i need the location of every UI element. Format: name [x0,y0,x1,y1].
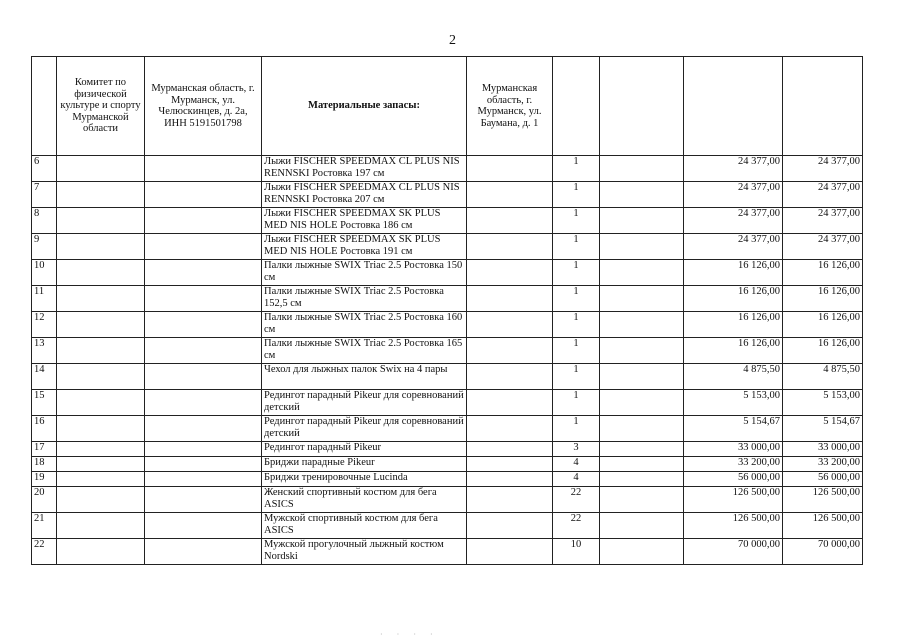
empty-cell [467,182,553,208]
quantity-cell: 1 [553,390,600,416]
empty-cell [145,260,262,286]
row-number-cell: 6 [32,156,57,182]
table-row [32,182,863,208]
empty-cell [600,156,684,182]
empty-cell [57,182,145,208]
empty-cell [145,390,262,416]
empty-cell [600,234,684,260]
total-cell: 56 000,00 [783,472,863,487]
table-header-row [32,57,863,156]
empty-cell [145,286,262,312]
empty-cell [57,234,145,260]
empty-cell [600,338,684,364]
table-body [32,57,863,565]
quantity-cell: 10 [553,539,600,565]
empty-cell [145,416,262,442]
quantity-cell: 1 [553,338,600,364]
header-cell-7 [600,57,684,156]
header-cell-1 [32,57,57,156]
empty-cell [467,442,553,457]
item-name-cell: Лыжи FISCHER SPEEDMAX SK PLUS MED NIS HOLE Ростовка 191 см [262,234,467,260]
empty-cell [467,260,553,286]
header-cell-address: Мурманская область, г. Мурманск, ул. Челюскинцев, д. 2а, ИНН 5191501798 [145,57,262,156]
price-cell: 4 875,50 [684,364,783,390]
quantity-cell: 3 [553,442,600,457]
total-cell: 126 500,00 [783,487,863,513]
price-cell: 70 000,00 [684,539,783,565]
header-cell-committee: Комитет по физической культуре и спорту Мурманской области [57,57,145,156]
empty-cell [145,539,262,565]
empty-cell [145,487,262,513]
empty-cell [467,208,553,234]
empty-cell [145,442,262,457]
empty-cell [57,513,145,539]
empty-cell [467,312,553,338]
empty-cell [600,513,684,539]
empty-cell [145,457,262,472]
empty-cell [57,416,145,442]
table-row [32,416,863,442]
row-number-cell: 12 [32,312,57,338]
empty-cell [467,472,553,487]
row-number-cell: 18 [32,457,57,472]
quantity-cell: 1 [553,312,600,338]
empty-cell [467,457,553,472]
table-row [32,156,863,182]
empty-cell [57,286,145,312]
empty-cell [467,286,553,312]
inventory-table [31,56,863,565]
price-cell: 126 500,00 [684,487,783,513]
item-name-cell: Палки лыжные SWIX Triac 2.5 Ростовка 152,5 см [262,286,467,312]
empty-cell [57,472,145,487]
row-number-cell: 21 [32,513,57,539]
header-cell-6 [553,57,600,156]
item-name-cell: Палки лыжные SWIX Triac 2.5 Ростовка 165 см [262,338,467,364]
empty-cell [600,539,684,565]
row-number-cell: 13 [32,338,57,364]
empty-cell [467,539,553,565]
table-row [32,513,863,539]
empty-cell [57,156,145,182]
table-row [32,338,863,364]
empty-cell [467,234,553,260]
price-cell: 16 126,00 [684,286,783,312]
table-row [32,487,863,513]
quantity-cell: 1 [553,234,600,260]
empty-cell [600,442,684,457]
total-cell: 16 126,00 [783,312,863,338]
empty-cell [467,416,553,442]
price-cell: 33 200,00 [684,457,783,472]
total-cell: 16 126,00 [783,338,863,364]
header-cell-8 [684,57,783,156]
empty-cell [600,416,684,442]
empty-cell [145,234,262,260]
total-cell: 5 154,67 [783,416,863,442]
scan-artifacts: · · · · [380,630,439,639]
total-cell: 33 000,00 [783,442,863,457]
empty-cell [600,487,684,513]
price-cell: 24 377,00 [684,182,783,208]
item-name-cell: Редингот парадный Pikeur для соревнований детский [262,390,467,416]
empty-cell [57,487,145,513]
row-number-cell: 8 [32,208,57,234]
table-row [32,539,863,565]
table-row [32,260,863,286]
row-number-cell: 22 [32,539,57,565]
price-cell: 5 153,00 [684,390,783,416]
price-cell: 24 377,00 [684,156,783,182]
empty-cell [600,364,684,390]
table-row [32,457,863,472]
quantity-cell: 1 [553,156,600,182]
price-cell: 126 500,00 [684,513,783,539]
header-cell-location: Мурманская область, г. Мурманск, ул. Баумана, д. 1 [467,57,553,156]
total-cell: 24 377,00 [783,234,863,260]
header-cell-materials: Материальные запасы: [262,57,467,156]
empty-cell [57,390,145,416]
row-number-cell: 16 [32,416,57,442]
empty-cell [600,286,684,312]
total-cell: 5 153,00 [783,390,863,416]
empty-cell [57,312,145,338]
table-row [32,390,863,416]
quantity-cell: 1 [553,416,600,442]
item-name-cell: Палки лыжные SWIX Triac 2.5 Ростовка 160 см [262,312,467,338]
quantity-cell: 4 [553,472,600,487]
item-name-cell: Лыжи FISCHER SPEEDMAX CL PLUS NIS RENNSKI Ростовка 197 см [262,156,467,182]
price-cell: 56 000,00 [684,472,783,487]
empty-cell [57,457,145,472]
total-cell: 24 377,00 [783,208,863,234]
page-number: 2 [449,33,456,48]
item-name-cell: Мужской спортивный костюм для бега ASICS [262,513,467,539]
quantity-cell: 1 [553,364,600,390]
quantity-cell: 1 [553,286,600,312]
empty-cell [57,338,145,364]
empty-cell [145,312,262,338]
empty-cell [600,312,684,338]
item-name-cell: Лыжи FISCHER SPEEDMAX CL PLUS NIS RENNSKI Ростовка 207 см [262,182,467,208]
empty-cell [600,208,684,234]
empty-cell [57,208,145,234]
row-number-cell: 19 [32,472,57,487]
price-cell: 24 377,00 [684,234,783,260]
empty-cell [467,156,553,182]
table-row [32,234,863,260]
empty-cell [145,156,262,182]
empty-cell [600,260,684,286]
empty-cell [600,182,684,208]
item-name-cell: Женский спортивный костюм для бега ASICS [262,487,467,513]
price-cell: 33 000,00 [684,442,783,457]
total-cell: 24 377,00 [783,156,863,182]
quantity-cell: 1 [553,182,600,208]
empty-cell [145,364,262,390]
row-number-cell: 7 [32,182,57,208]
empty-cell [57,260,145,286]
item-name-cell: Бриджи парадные Pikeur [262,457,467,472]
item-name-cell: Палки лыжные SWIX Triac 2.5 Ростовка 150 см [262,260,467,286]
total-cell: 16 126,00 [783,286,863,312]
empty-cell [467,364,553,390]
total-cell: 70 000,00 [783,539,863,565]
empty-cell [600,457,684,472]
quantity-cell: 22 [553,513,600,539]
table-row [32,208,863,234]
price-cell: 16 126,00 [684,338,783,364]
total-cell: 4 875,50 [783,364,863,390]
table-row [32,472,863,487]
empty-cell [467,390,553,416]
item-name-cell: Мужской прогулочный лыжный костюм Nordski [262,539,467,565]
header-cell-9 [783,57,863,156]
empty-cell [467,513,553,539]
table-row [32,286,863,312]
quantity-cell: 22 [553,487,600,513]
total-cell: 126 500,00 [783,513,863,539]
table-row [32,364,863,390]
empty-cell [145,182,262,208]
empty-cell [145,513,262,539]
empty-cell [145,208,262,234]
row-number-cell: 14 [32,364,57,390]
empty-cell [600,390,684,416]
row-number-cell: 15 [32,390,57,416]
empty-cell [600,472,684,487]
empty-cell [467,487,553,513]
row-number-cell: 17 [32,442,57,457]
item-name-cell: Редингот парадный Pikeur для соревнований детский [262,416,467,442]
empty-cell [57,442,145,457]
total-cell: 16 126,00 [783,260,863,286]
price-cell: 24 377,00 [684,208,783,234]
item-name-cell: Лыжи FISCHER SPEEDMAX SK PLUS MED NIS HOLE Ростовка 186 см [262,208,467,234]
empty-cell [467,338,553,364]
price-cell: 16 126,00 [684,260,783,286]
item-name-cell: Редингот парадный Pikeur [262,442,467,457]
empty-cell [145,472,262,487]
empty-cell [57,539,145,565]
quantity-cell: 4 [553,457,600,472]
empty-cell [57,364,145,390]
item-name-cell: Чехол для лыжных палок Swix на 4 пары [262,364,467,390]
quantity-cell: 1 [553,260,600,286]
item-name-cell: Бриджи тренировочные Lucinda [262,472,467,487]
row-number-cell: 20 [32,487,57,513]
row-number-cell: 9 [32,234,57,260]
row-number-cell: 11 [32,286,57,312]
price-cell: 5 154,67 [684,416,783,442]
total-cell: 33 200,00 [783,457,863,472]
table-row [32,442,863,457]
total-cell: 24 377,00 [783,182,863,208]
row-number-cell: 10 [32,260,57,286]
table-row [32,312,863,338]
empty-cell [145,338,262,364]
quantity-cell: 1 [553,208,600,234]
price-cell: 16 126,00 [684,312,783,338]
